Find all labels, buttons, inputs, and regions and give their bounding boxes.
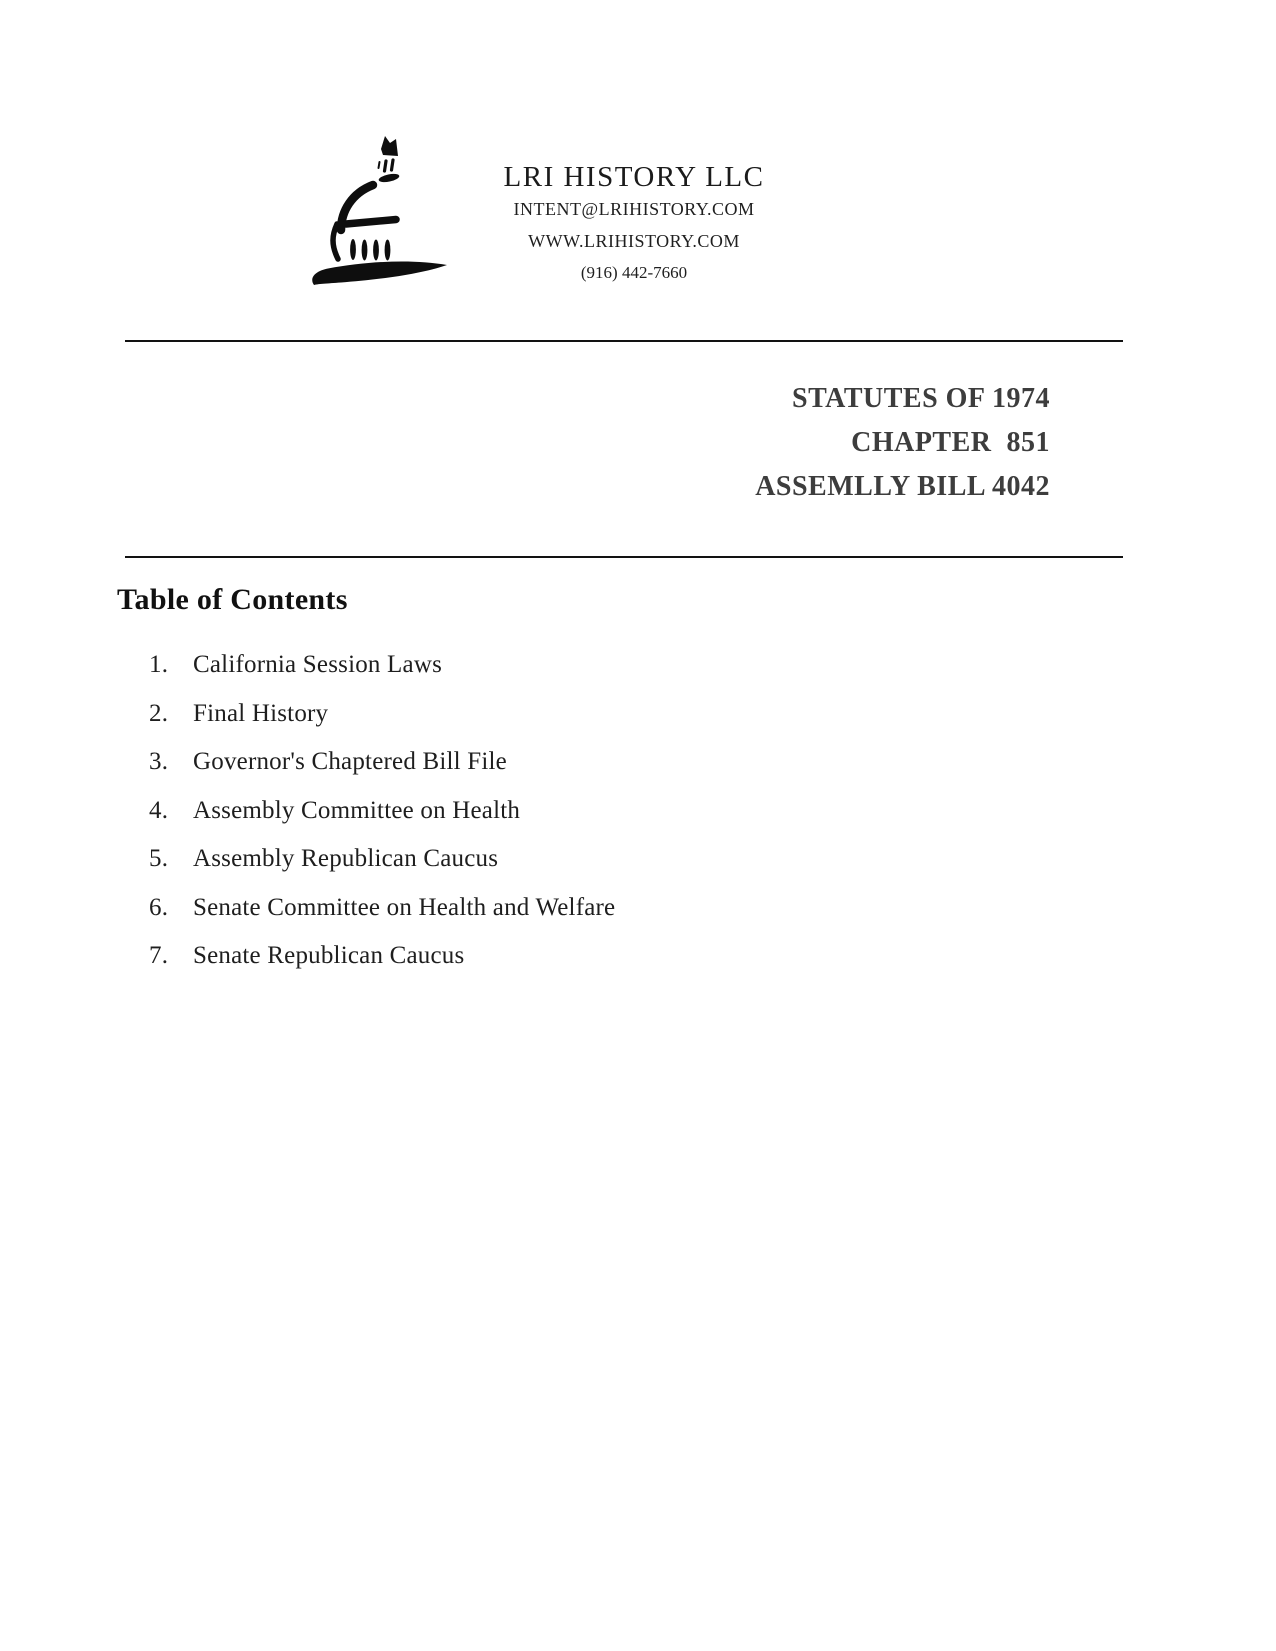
toc-item-label: Senate Committee on Health and Welfare: [193, 893, 616, 921]
toc-item-number: 6.: [149, 893, 169, 921]
letterhead: [478, 161, 790, 288]
email-text: INTENT@LRIHISTORY.COM: [513, 199, 755, 219]
website-text: WWW.LRIHISTORY.COM: [528, 231, 740, 251]
divider-top: [125, 340, 1123, 342]
toc-heading: Table of Contents: [117, 583, 348, 616]
divider-bottom: [125, 556, 1123, 558]
toc-item-label: Governor's Chaptered Bill File: [193, 748, 507, 775]
assembly-bill-line: ASSEMLLY BILL 4042: [755, 471, 1050, 502]
toc-item-5: [149, 846, 1049, 872]
toc-item-7: [149, 943, 1049, 969]
toc-item-2: [149, 701, 1049, 727]
toc-item-1: [149, 652, 1049, 678]
statute-title-block: [650, 377, 1050, 509]
toc-list: [149, 652, 1049, 992]
toc-item-label: Final History: [193, 699, 329, 727]
toc-item-label: Assembly Committee on Health: [193, 796, 521, 824]
toc-item-number: 5.: [149, 845, 169, 872]
toc-item-4: [149, 798, 1049, 824]
chapter-line: CHAPTER 851: [851, 427, 1050, 458]
toc-item-label: Assembly Republican Caucus: [193, 845, 499, 872]
toc-item-label: California Session Laws: [193, 651, 443, 678]
statutes-year-line: STATUTES OF 1974: [792, 383, 1050, 414]
toc-item-number: 3.: [149, 748, 169, 775]
toc-item-number: 1.: [149, 651, 169, 678]
toc-item-number: 4.: [149, 796, 169, 824]
capitol-dome-sketch-icon: [308, 132, 453, 294]
toc-item-number: 7.: [149, 942, 169, 969]
phone-text: (916) 442-7660: [580, 263, 688, 282]
toc-item-label: Senate Republican Caucus: [193, 942, 465, 969]
toc-item-number: 2.: [149, 699, 169, 727]
toc-item-3: [149, 749, 1049, 775]
company-name: LRI HISTORY LLC: [503, 161, 765, 193]
toc-item-6: [149, 895, 1049, 921]
